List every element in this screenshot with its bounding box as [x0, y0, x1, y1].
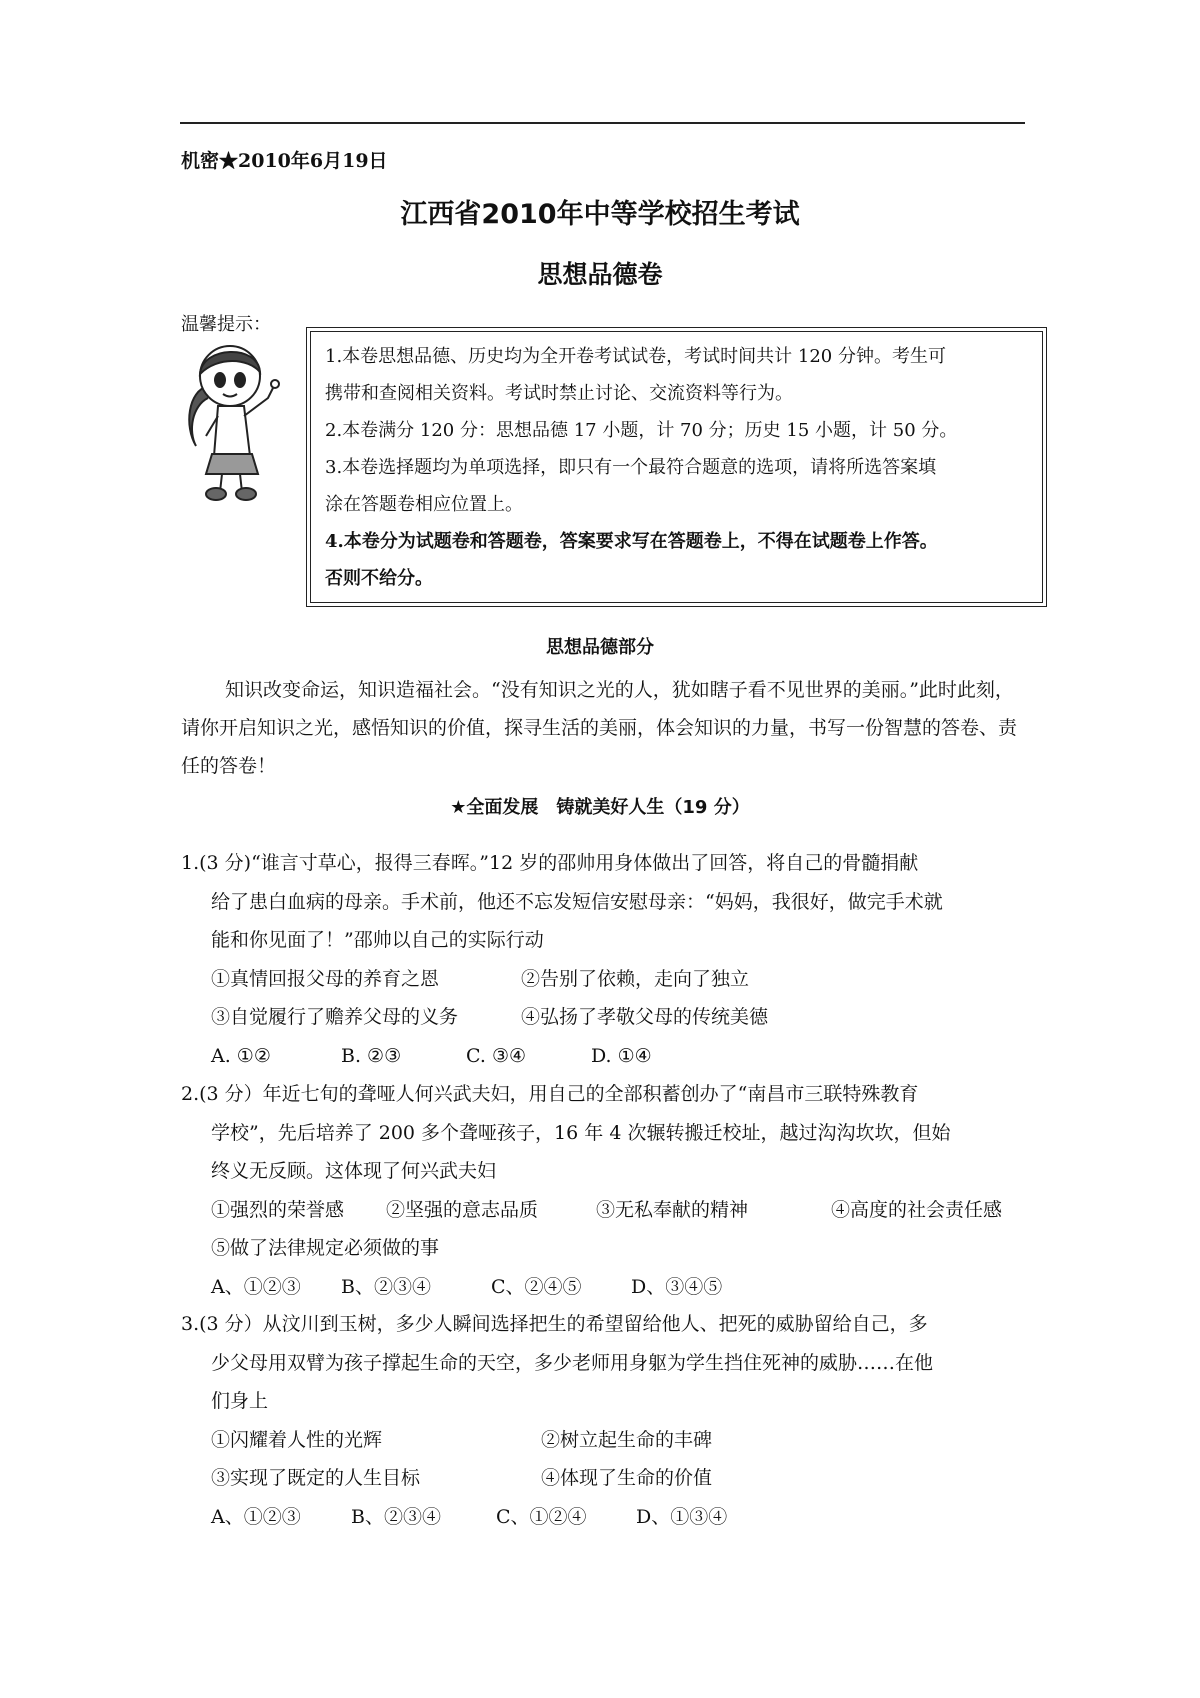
choice-b: B、②③④ — [341, 1275, 431, 1298]
choice-d: D、③④⑤ — [631, 1275, 723, 1298]
option-row — [181, 1229, 1031, 1268]
option-item: ②坚强的意志品质 — [386, 1198, 539, 1221]
question-stem: 3.(3 分）从汶川到玉树，多少人瞬间选择把生的希望留给他人、把死的威胁留给自己，多 少父母用双臂为孩子撑起生命的天空，多少老师用身躯为学生挡住死神的威胁……在他 们身上 — [181, 1313, 934, 1412]
option-item: ④体现了生命的价值 — [541, 1467, 713, 1489]
choice-a: A、①②③ — [211, 1505, 301, 1528]
option-row — [181, 998, 1031, 1037]
confidential-date: 机密★2010年6月19日 — [181, 150, 388, 172]
notice-box — [310, 331, 1043, 603]
notice-item: 1.本卷思想品德、历史均为全开卷考试试卷，考试时间共计 120 分钟。考生可 携带和查阅相关资料。考试时禁止讨论、交流资料等行为。 — [325, 346, 946, 404]
choice-c: C. ③④ — [466, 1044, 527, 1067]
option-item: ④高度的社会责任感 — [831, 1198, 1003, 1221]
choice-row — [181, 1268, 1031, 1307]
tips-label: 温馨提示： — [181, 314, 271, 335]
option-row — [181, 960, 1031, 999]
option-item: ③实现了既定的人生目标 — [211, 1467, 421, 1489]
option-item: ②告别了依赖，走向了独立 — [521, 967, 750, 990]
notice-item-emphasis: 4.本卷分为试题卷和答题卷，答案要求写在答题卷上，不得在试题卷上作答。 否则不给分。 — [325, 531, 938, 589]
question-3 — [181, 1305, 1031, 1536]
choice-a: A、①②③ — [211, 1275, 301, 1298]
top-rule — [180, 122, 1025, 124]
option-row — [181, 1191, 1031, 1230]
option-item: ②树立起生命的丰碑 — [541, 1428, 713, 1451]
option-item: ①真情回报父母的养育之恩 — [211, 967, 440, 990]
notice-item: 2.本卷满分 120 分：思想品德 17 小题，计 70 分；历史 15 小题，计 50 分。 — [325, 420, 958, 441]
option-item: ③自觉履行了赡养父母的义务 — [211, 1006, 459, 1028]
choice-b: B. ②③ — [341, 1044, 402, 1067]
question-stem: 2.(3 分）年近七旬的聋哑人何兴武夫妇，用自己的全部积蓄创办了“南昌市三联特殊教育 学校”，先后培养了 200 多个聋哑孩子，16 年 4 次辗转搬迁校址，越过沟沟坎坎，但始 终义无反顾。这体现了何兴武夫妇 — [181, 1083, 951, 1182]
option-row — [181, 1459, 1031, 1498]
question-stem: 1.(3 分)“谁言寸草心，报得三春晖。”12 岁的邵帅用身体做出了回答，将自己的骨髓捐献 给了患白血病的母亲。手术前，他还不忘发短信安慰母亲：“妈妈，我很好，做完手术就 能和你见面了！”邵帅以自己的实际行动 — [181, 852, 943, 951]
option-item: ①闪耀着人性的光辉 — [211, 1428, 383, 1451]
question-2 — [181, 1075, 1031, 1306]
question-1 — [181, 844, 1031, 1075]
girl-mascot-icon — [178, 336, 290, 504]
notice-item: 3.本卷选择题均为单项选择，即只有一个最符合题意的选项，请将所选答案填 涂在答题卷相应位置上。 — [325, 457, 937, 515]
choice-d: D、①③④ — [636, 1505, 728, 1528]
choice-c: C、②④⑤ — [491, 1275, 582, 1298]
choice-row — [181, 1037, 1031, 1076]
option-item: ⑤做了法律规定必须做的事 — [211, 1237, 440, 1259]
option-item: ④弘扬了孝敬父母的传统美德 — [521, 1006, 769, 1028]
option-item: ①强烈的荣誉感 — [211, 1198, 345, 1221]
choice-row — [181, 1498, 1031, 1537]
exam-subtitle: 思想品德卷 — [537, 260, 663, 289]
choice-c: C、①②④ — [496, 1505, 587, 1528]
choice-d: D. ①④ — [591, 1044, 652, 1067]
choice-b: B、②③④ — [351, 1505, 441, 1528]
exam-title: 江西省2010年中等学校招生考试 — [400, 199, 800, 230]
section-title: 思想品德部分 — [546, 637, 654, 658]
option-item: ③无私奉献的精神 — [596, 1198, 749, 1221]
option-row — [181, 1421, 1031, 1460]
subsection-title: ★全面发展 铸就美好人生（19 分） — [450, 797, 750, 818]
intro-paragraph: 知识改变命运，知识造福社会。“没有知识之光的人，犹如瞎子看不见世界的美丽。”此时此刻，请你开启知识之光，感悟知识的价值，探寻生活的美丽，体会知识的力量，书写一份智慧的答卷、责任的答卷！ — [181, 679, 1018, 777]
choice-a: A. ①② — [211, 1044, 271, 1067]
